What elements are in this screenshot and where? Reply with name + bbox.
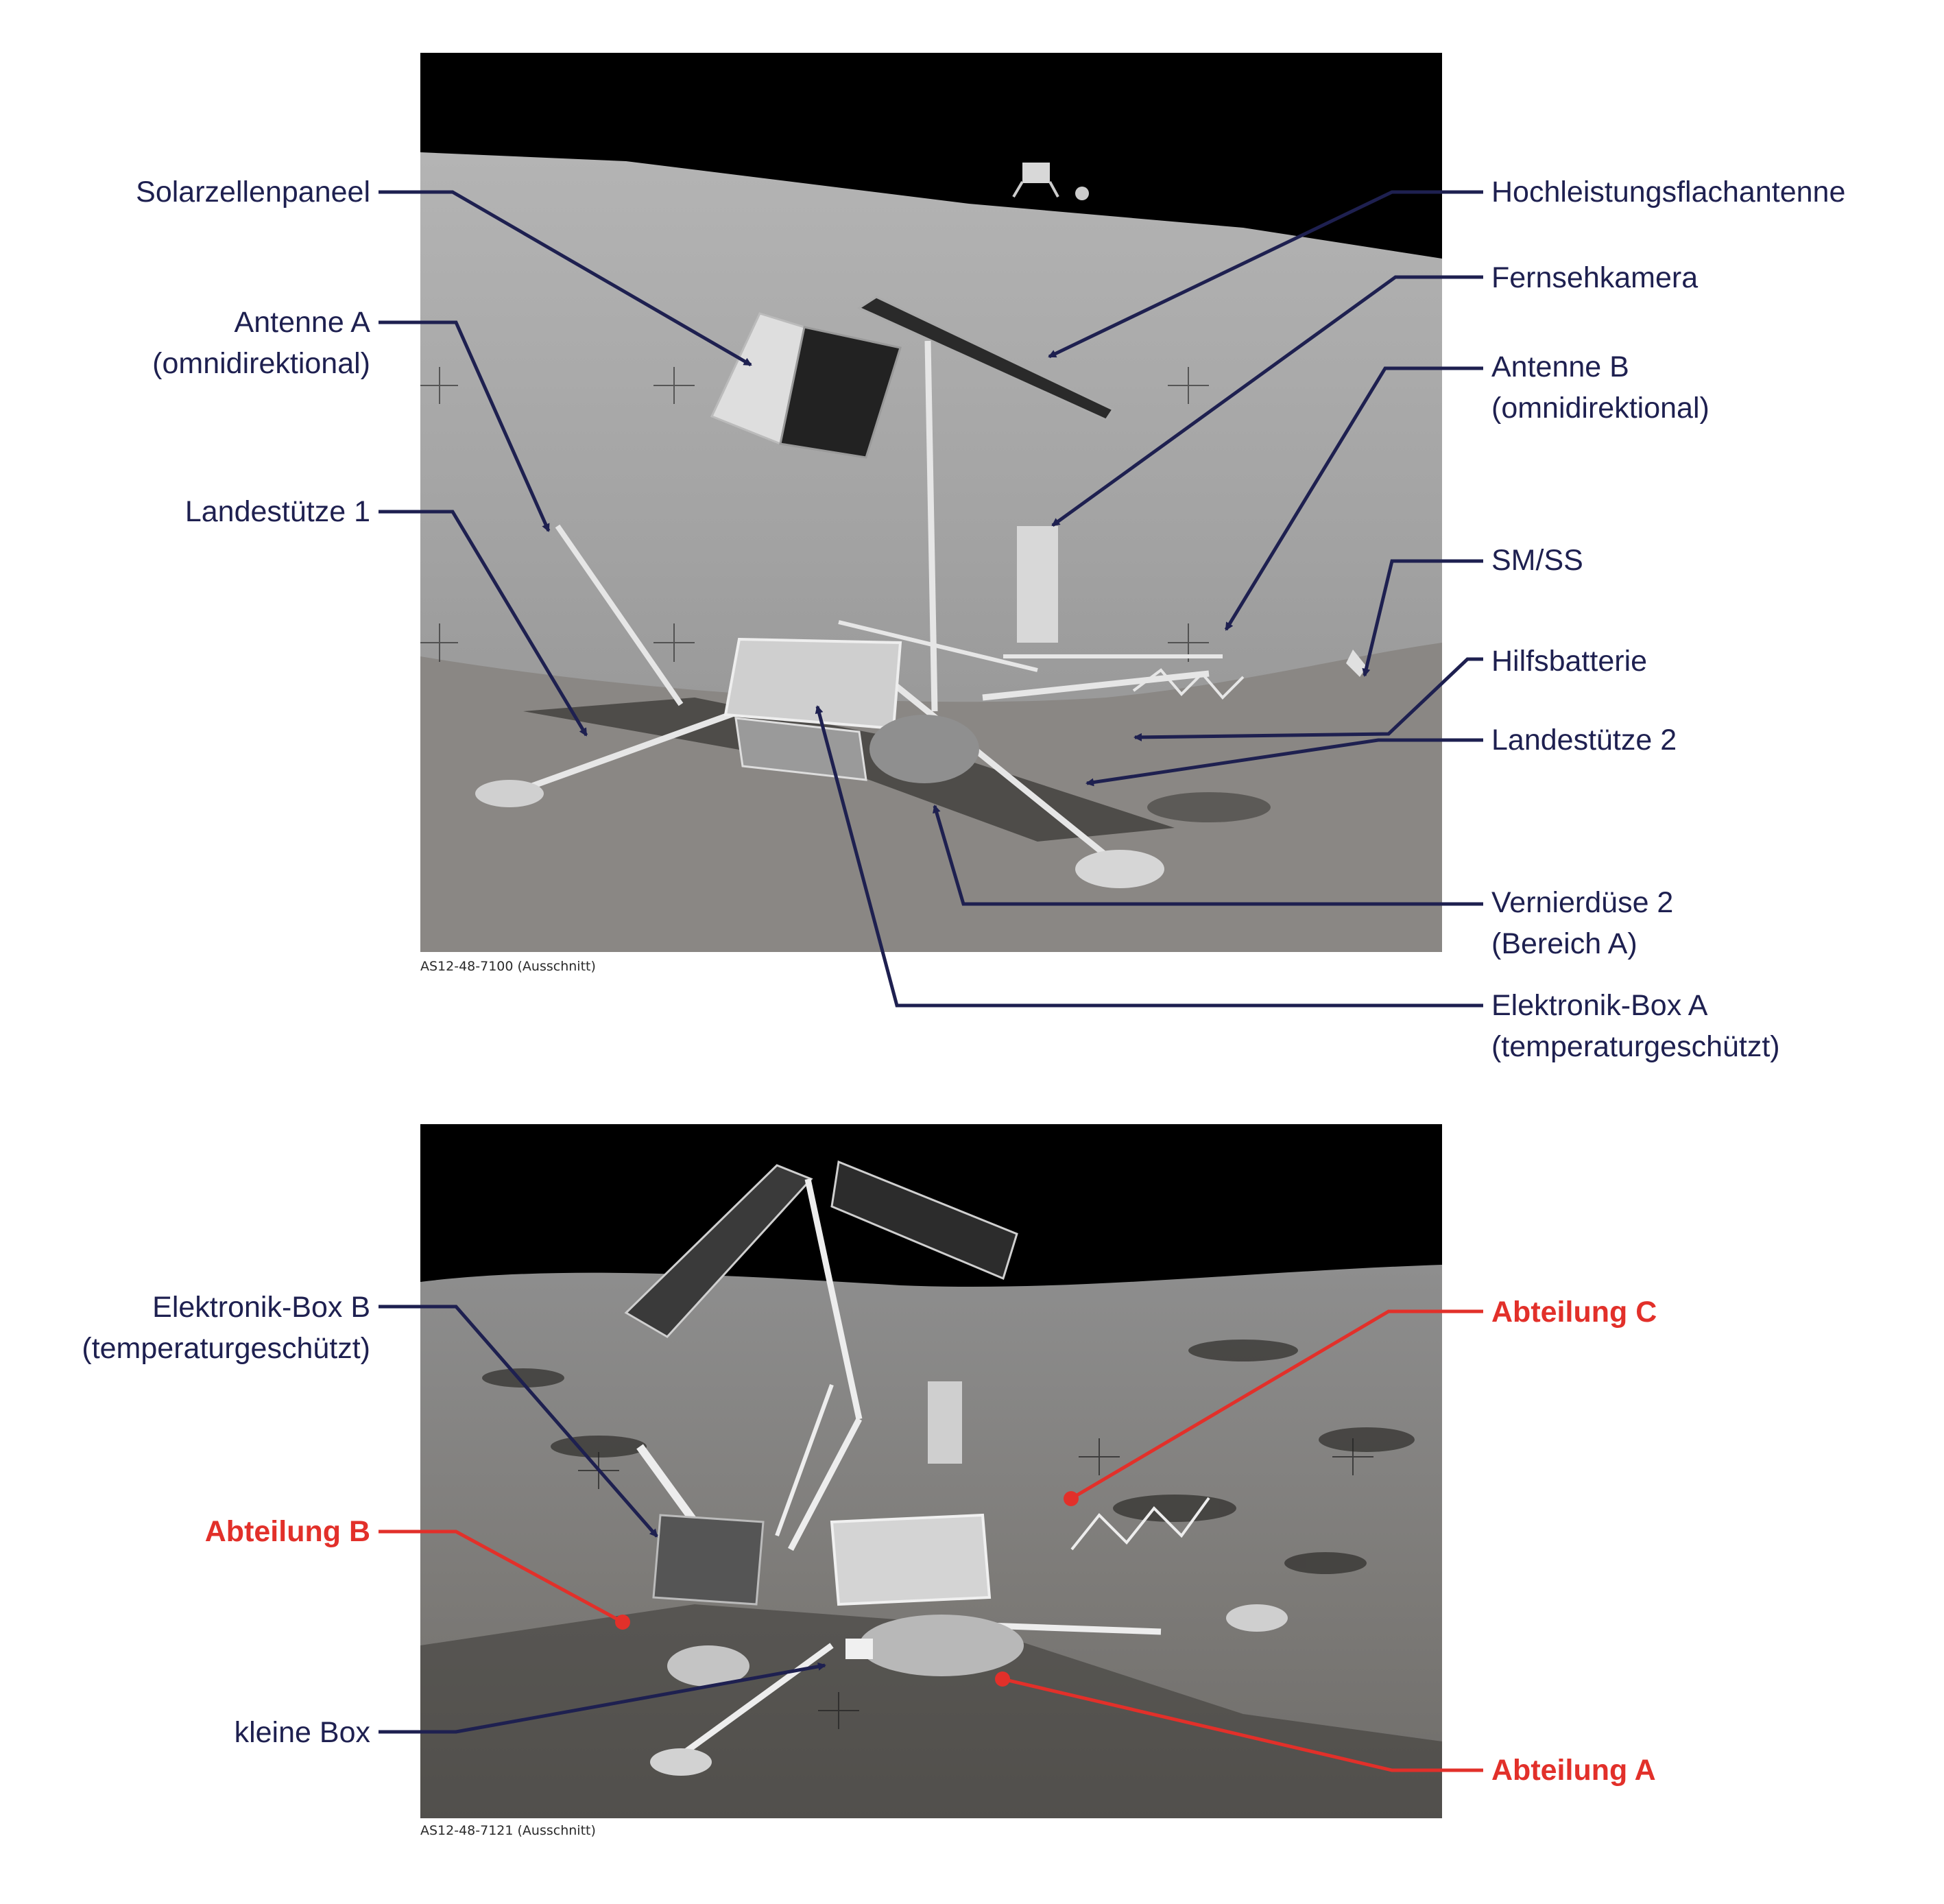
label-hochleistungsflachantenne: Hochleistungsflachantenne (1491, 176, 1846, 209)
label-sm-ss: SM/SS (1491, 544, 1583, 577)
photo-credit-bottom: AS12-48-7121 (Ausschnitt) (420, 1823, 596, 1838)
label-elektronik-box-a-line2: (temperaturgeschützt) (1491, 1030, 1780, 1063)
label-elektronik-box-a-line1: Elektronik-Box A (1491, 989, 1708, 1022)
label-elektronik-box-b-line2: (temperaturgeschützt) (82, 1332, 370, 1365)
label-hilfsbatterie: Hilfsbatterie (1491, 645, 1648, 678)
photo-credit-top: AS12-48-7100 (Ausschnitt) (420, 959, 596, 974)
label-abteilung-b: Abteilung B (204, 1515, 370, 1548)
label-elektronik-box-b-line1: Elektronik-Box B (152, 1291, 370, 1324)
label-kleine-box: kleine Box (234, 1716, 370, 1749)
label-fernsehkamera: Fernsehkamera (1491, 261, 1699, 294)
label-abteilung-a: Abteilung A (1491, 1754, 1656, 1787)
label-vernierduese-2-line1: Vernierdüse 2 (1491, 886, 1674, 919)
label-elektronik-box-a (1491, 985, 1780, 1067)
surveyor-photo-top-image (420, 53, 1442, 952)
label-landestuetze-2: Landestütze 2 (1491, 724, 1677, 757)
surveyor-photo-top (420, 53, 1442, 952)
label-landestuetze-1: Landestütze 1 (184, 495, 370, 528)
surveyor-photo-bottom (420, 1124, 1442, 1818)
label-elektronik-box-b (82, 1287, 370, 1369)
label-antenne-b-line2: (omnidirektional) (1491, 392, 1709, 425)
label-vernierduese-2-line2: (Bereich A) (1491, 927, 1637, 960)
label-vernierduese-2 (1491, 882, 1673, 964)
label-abteilung-c: Abteilung C (1491, 1296, 1657, 1329)
label-solarzellenpaneel: Solarzellenpaneel (136, 176, 370, 209)
label-antenne-b (1491, 346, 1709, 429)
label-antenne-a-line2: (omnidirektional) (152, 347, 370, 380)
label-antenne-a (152, 302, 370, 384)
label-antenne-a-line1: Antenne A (234, 306, 370, 339)
label-antenne-b-line1: Antenne B (1491, 350, 1629, 383)
surveyor-photo-bottom-image (420, 1124, 1442, 1818)
